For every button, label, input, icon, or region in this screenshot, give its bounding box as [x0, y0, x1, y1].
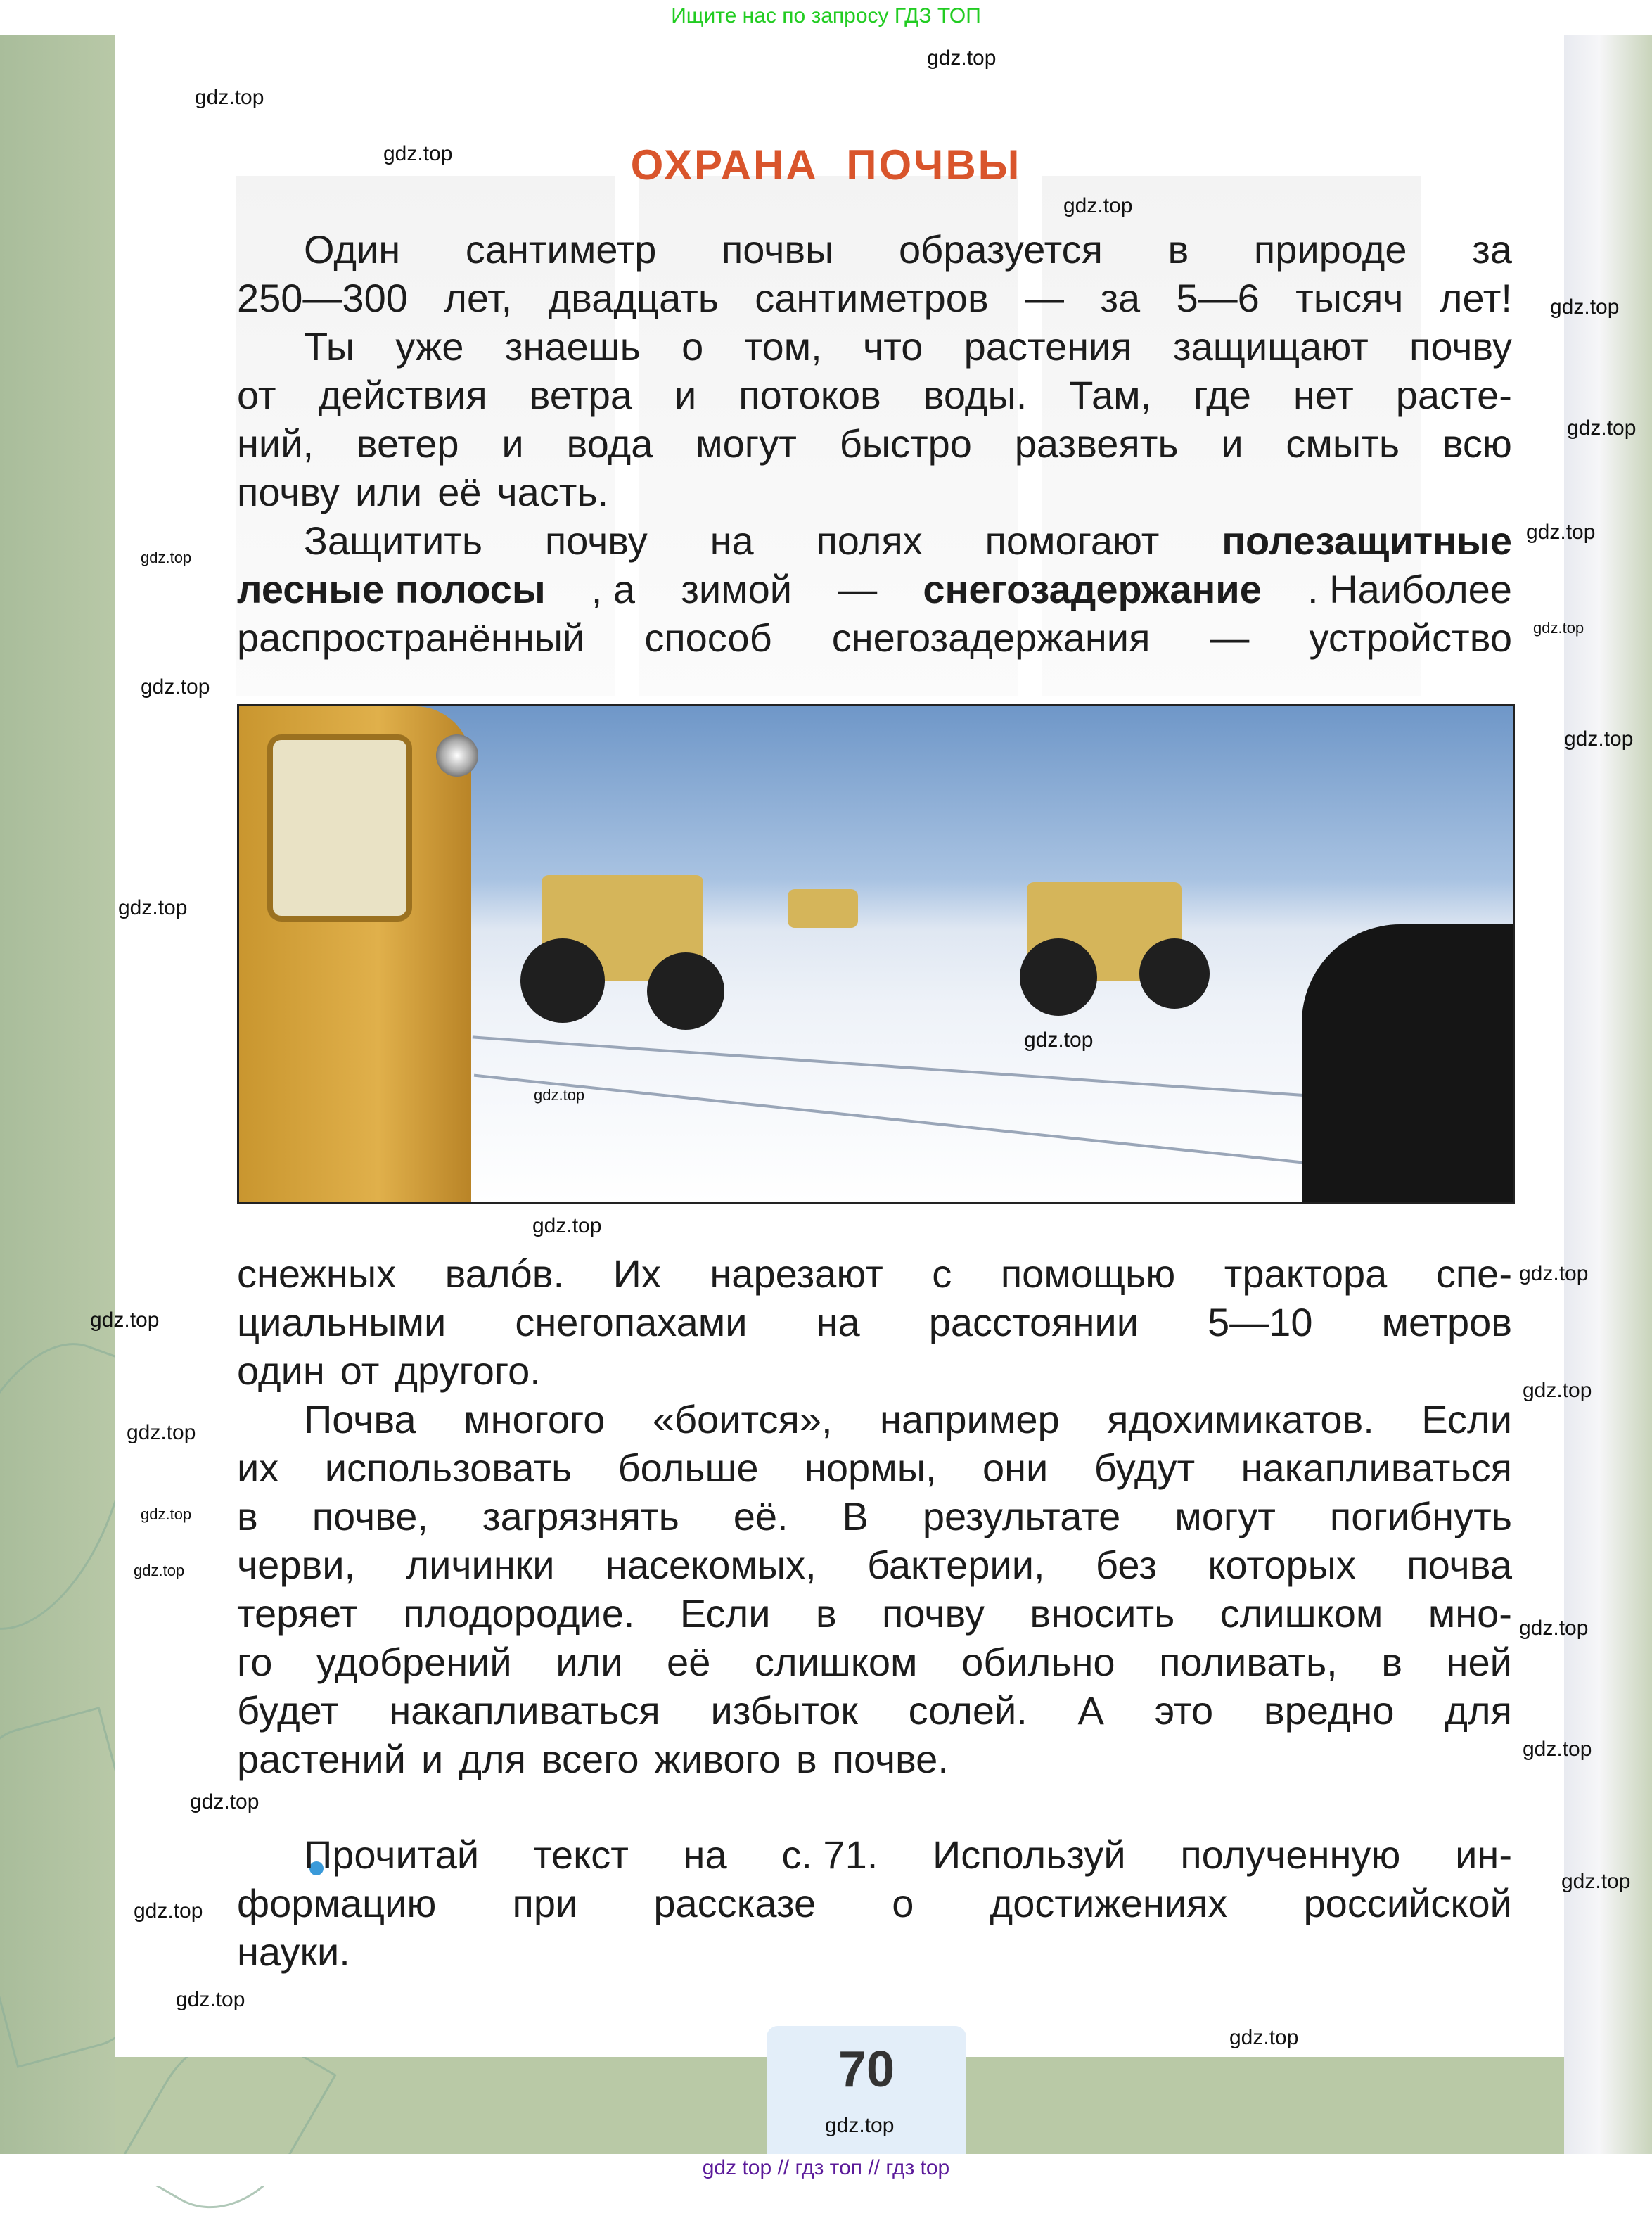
text-line [237, 1541, 1512, 1589]
word: за [1100, 276, 1141, 320]
text-line [304, 516, 1512, 565]
word: метров [1381, 1300, 1512, 1344]
word: поливать, [1159, 1640, 1338, 1684]
text-line [304, 225, 1512, 274]
word: «боится», [652, 1397, 833, 1441]
watermark: gdz.top [1024, 1028, 1094, 1052]
bold-term: лесные полосы [237, 567, 546, 611]
tractor [788, 889, 858, 928]
watermark: gdz.top [127, 1421, 196, 1444]
word: почву [1409, 324, 1512, 369]
watermark: gdz.top [1526, 521, 1596, 544]
word: бактерии, [867, 1543, 1045, 1587]
headlight [436, 734, 478, 777]
word: формацию [237, 1881, 437, 1925]
text-line [237, 419, 1512, 468]
word: Если [679, 1591, 771, 1636]
word: смыть [1286, 421, 1400, 466]
word: слишком [754, 1640, 918, 1684]
word: текст [533, 1833, 629, 1877]
word: и [1221, 421, 1243, 466]
watermark: gdz.top [1550, 295, 1620, 319]
word: Один [304, 227, 401, 272]
watermark: gdz.top [176, 1988, 245, 2011]
word: живого [654, 1737, 781, 1781]
word: на [710, 518, 754, 563]
word: слишком [1219, 1591, 1383, 1636]
word: достижениях [990, 1881, 1228, 1925]
word: растений [237, 1737, 406, 1781]
word: насекомых, [605, 1543, 817, 1587]
watermark: gdz.top [1063, 194, 1133, 217]
text-line [237, 565, 1512, 613]
word: Ты [304, 324, 354, 369]
bold-term: снегозадержание [923, 567, 1262, 611]
word: могут [696, 421, 797, 466]
word: быстро [839, 421, 972, 466]
word: 250—300 [237, 276, 408, 320]
word: — [1025, 276, 1065, 320]
text-line [237, 1492, 1512, 1541]
word: науки. [237, 1930, 350, 1974]
word: с [932, 1251, 952, 1296]
watermark: gdz.top [1523, 1738, 1592, 1761]
word: где [1193, 373, 1251, 417]
word: ветра [529, 373, 633, 417]
word: в [237, 1494, 258, 1538]
word: в [1167, 227, 1189, 272]
watermark: gdz.top [190, 1790, 260, 1814]
tractor-cab-foreground [239, 706, 471, 1202]
text-line [237, 1927, 1512, 1976]
word: трактора [1224, 1251, 1388, 1296]
word: почву [882, 1591, 985, 1636]
word: В [842, 1494, 869, 1538]
word: в [1381, 1640, 1402, 1684]
watermark: gdz.top [90, 1308, 160, 1332]
word: — [1210, 616, 1250, 660]
word: том, [744, 324, 822, 369]
word: 5—6 [1176, 276, 1260, 320]
word: один [237, 1349, 325, 1393]
word: знаешь [504, 324, 641, 369]
word: растения [963, 324, 1132, 369]
word: — [838, 567, 878, 611]
word: помощью [1000, 1251, 1176, 1296]
watermark: gdz.top [141, 675, 210, 699]
page-title: ОХРАНА ПОЧВЫ [630, 141, 1022, 189]
word: черви, [237, 1543, 356, 1587]
word: могут [1174, 1494, 1276, 1538]
word: ин- [1455, 1833, 1512, 1877]
word: нарезают [710, 1251, 883, 1296]
watermark: gdz.top [1229, 2026, 1299, 2049]
text-line [237, 613, 1512, 662]
word: сантиметров [755, 276, 989, 320]
word: почву [544, 518, 648, 563]
word: снегопахами [515, 1300, 748, 1344]
word: без [1095, 1543, 1157, 1587]
word: ядохимикатов. [1107, 1397, 1374, 1441]
word: накапливаться [389, 1688, 660, 1733]
word: расстоянии [928, 1300, 1139, 1344]
word: снегозадержания [831, 616, 1151, 660]
word: рассказе [653, 1881, 817, 1925]
word: лет, [444, 276, 513, 320]
text-line [237, 1443, 1512, 1492]
word: будет [237, 1688, 339, 1733]
text-line [237, 1686, 1512, 1735]
word: их [237, 1446, 279, 1490]
word: способ [644, 616, 772, 660]
watermark: gdz.top [1523, 1379, 1592, 1402]
word: спе- [1435, 1251, 1512, 1296]
word: двадцать [548, 276, 719, 320]
dark-object [1302, 924, 1513, 1204]
watermark: gdz.top [534, 1086, 585, 1104]
text-line [237, 1735, 1512, 1783]
word: полученную [1180, 1833, 1401, 1877]
word: часть. [497, 470, 609, 514]
word: 5—10 [1208, 1300, 1313, 1344]
watermark: gdz.top [383, 142, 453, 165]
word: мно- [1428, 1591, 1512, 1636]
word: которых [1208, 1543, 1356, 1587]
text-line [237, 371, 1512, 419]
word: вносить [1030, 1591, 1175, 1636]
word: с. 71. [781, 1833, 878, 1877]
word: ний, [237, 421, 314, 466]
word: о [681, 324, 704, 369]
word: защищают [1172, 324, 1369, 369]
word: почве. [832, 1737, 949, 1781]
watermark: gdz.top [118, 896, 188, 919]
word: многого [463, 1397, 606, 1441]
word: солей. [908, 1688, 1027, 1733]
word: уже [395, 324, 464, 369]
word: другого. [395, 1349, 541, 1393]
word: будут [1094, 1446, 1196, 1490]
text-line [237, 1298, 1512, 1346]
text-line [304, 1830, 1512, 1879]
word: при [512, 1881, 578, 1925]
word: почву [237, 470, 340, 514]
word: накапливаться [1241, 1446, 1512, 1490]
word: А [1077, 1688, 1104, 1733]
word: российской [1303, 1881, 1512, 1925]
word: например [880, 1397, 1060, 1441]
word: Прочитай [304, 1833, 480, 1877]
text-line [237, 1346, 1512, 1395]
watermark: gdz.top [134, 1899, 203, 1923]
word: действия [318, 373, 487, 417]
book-spine-edge [1564, 35, 1652, 2154]
word: тысяч [1295, 276, 1404, 320]
watermark: gdz.top [825, 2114, 895, 2137]
word: её. [733, 1494, 788, 1538]
word: и [674, 373, 697, 417]
word: в [815, 1591, 837, 1636]
watermark: gdz.top [141, 1505, 192, 1523]
text-line [237, 468, 1512, 516]
word: зимой [681, 567, 793, 611]
word: ней [1446, 1640, 1512, 1684]
watermark: gdz.top [927, 46, 997, 70]
watermark: gdz.top [1567, 416, 1637, 440]
search-banner: Ищите нас по запросу ГДЗ ТОП [0, 0, 1652, 35]
word: воды. [923, 373, 1027, 417]
footer-links: gdz top // гдз топ // гдз top [0, 2154, 1652, 2186]
word: образуется [899, 227, 1103, 272]
word: о [892, 1881, 914, 1925]
word: почве, [312, 1494, 428, 1538]
word: Защитить [304, 518, 483, 563]
text-line [237, 1879, 1512, 1927]
word: почва [1407, 1543, 1512, 1587]
word: что [863, 324, 923, 369]
word: го [237, 1640, 273, 1684]
watermark: gdz.top [134, 1562, 185, 1579]
word: избыток [710, 1688, 858, 1733]
word: загрязнять [482, 1494, 679, 1538]
word: вредно [1263, 1688, 1395, 1733]
text-line [304, 1395, 1512, 1443]
word: за [1472, 227, 1512, 272]
word: устройство [1309, 616, 1512, 660]
word: в [795, 1737, 817, 1781]
word: сантиметр [465, 227, 657, 272]
word: полях [816, 518, 923, 563]
word: обильно [961, 1640, 1115, 1684]
page-number: 70 [838, 2041, 895, 2098]
watermark: gdz.top [532, 1214, 602, 1237]
word: нормы, [804, 1446, 937, 1490]
word: на [816, 1300, 860, 1344]
word: Почва [304, 1397, 416, 1441]
watermark: gdz.top [141, 549, 192, 566]
word: Их [613, 1251, 661, 1296]
word: расте- [1395, 373, 1512, 417]
word: и [421, 1737, 444, 1781]
word: удобрений [316, 1640, 512, 1684]
word: теряет [237, 1591, 358, 1636]
word: Используй [932, 1833, 1126, 1877]
word: больше [617, 1446, 759, 1490]
word: валóв. [444, 1251, 565, 1296]
word: помогают [985, 518, 1160, 563]
word: личинки [406, 1543, 555, 1587]
text-line [237, 274, 1512, 322]
word: они [982, 1446, 1049, 1490]
word: потоков [738, 373, 881, 417]
word: почвы [721, 227, 834, 272]
word: погибнуть [1329, 1494, 1512, 1538]
word: плодородие. [403, 1591, 635, 1636]
word: на [683, 1833, 727, 1877]
word: распространённый [237, 616, 585, 660]
word: её [667, 1640, 711, 1684]
text-line [237, 1638, 1512, 1686]
watermark: gdz.top [1561, 1870, 1631, 1893]
word: или [556, 1640, 623, 1684]
watermark: gdz.top [1533, 619, 1584, 637]
text-line [237, 1249, 1512, 1298]
word: от [340, 1349, 380, 1393]
word: вода [566, 421, 653, 466]
word: ветер [356, 421, 459, 466]
word: . Наиболее [1307, 567, 1512, 611]
word: лет! [1439, 276, 1512, 320]
word: или [354, 470, 423, 514]
word: Если [1421, 1397, 1512, 1441]
text-line [304, 322, 1512, 371]
word: использовать [324, 1446, 572, 1490]
watermark: gdz.top [195, 86, 264, 109]
watermark: gdz.top [1519, 1617, 1589, 1640]
word: результате [922, 1494, 1121, 1538]
word: для [1445, 1688, 1512, 1733]
word: Там, [1069, 373, 1152, 417]
word: , а [591, 567, 636, 611]
word: всю [1442, 421, 1512, 466]
word: всего [541, 1737, 639, 1781]
photo-tractors-snow-retention [237, 704, 1515, 1204]
word: и [501, 421, 524, 466]
text-line [237, 1589, 1512, 1638]
word: развеять [1014, 421, 1179, 466]
word: для [459, 1737, 526, 1781]
word: природе [1253, 227, 1407, 272]
word: от [237, 373, 276, 417]
watermark: gdz.top [1519, 1262, 1589, 1285]
word: это [1154, 1688, 1214, 1733]
word: циальными [237, 1300, 447, 1344]
word: нет [1293, 373, 1354, 417]
bold-term: полезащитные [1222, 518, 1512, 563]
word: её [437, 470, 482, 514]
watermark: gdz.top [1564, 727, 1634, 751]
word: снежных [237, 1251, 397, 1296]
